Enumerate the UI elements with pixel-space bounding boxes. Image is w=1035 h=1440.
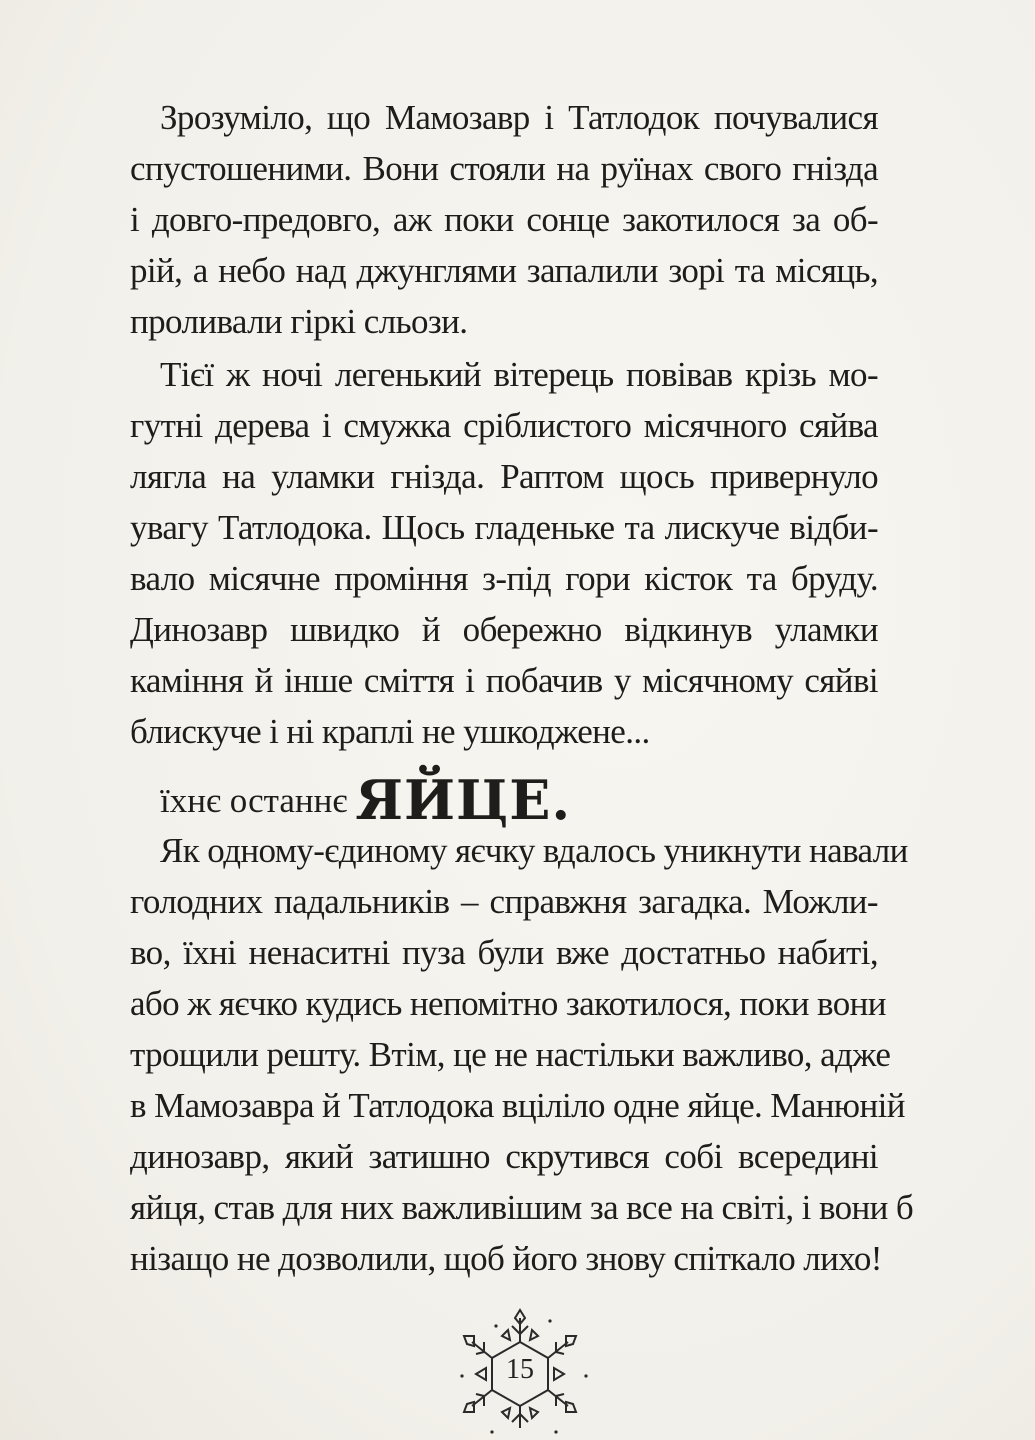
text-line: увагу Татлодока. Щось гладеньке та лискуче відби-: [130, 508, 878, 547]
text-line: нізащо не дозволили, щоб його знову спіткало лихо!: [130, 1239, 882, 1278]
paragraph-2: [130, 349, 878, 757]
text-line: і довго-предовго, аж поки сонце закотилося за об-: [130, 200, 878, 239]
emphasis-big-word: ЯЙЦЕ.: [355, 768, 572, 832]
text-line: спустошеними. Вони стояли на руїнах свого гнізда: [130, 149, 878, 188]
text-line: Як одному-єдиному яєчку вдалось уникнути навали: [160, 831, 908, 870]
emphasis-line: [130, 753, 878, 832]
paragraph-1: [130, 92, 878, 347]
text-line: Динозавр швидко й обережно відкинув уламки: [130, 610, 878, 649]
page-text: [130, 92, 914, 1284]
text-line: Зрозуміло, що Мамозавр і Татлодок почувалися: [160, 98, 878, 137]
text-line: рій, а небо над джунглями запалили зорі та місяць,: [130, 251, 878, 290]
text-line: гутні дерева і смужка сріблистого місячного сяйва: [130, 406, 878, 445]
text-line: вало місячне проміння з-під гори кісток та бруду.: [130, 559, 878, 598]
text-line: проливали гіркі сльози.: [130, 302, 468, 341]
text-line: трощили решту. Втім, це не настільки важливо, адже: [130, 1035, 891, 1074]
text-line: каміння й інше сміття і побачив у місячному сяйві: [130, 661, 878, 700]
text-line: блискуче і ні краплі не ушкоджене...: [130, 712, 650, 751]
text-line: лягла на уламки гнізда. Раптом щось привернуло: [130, 457, 878, 496]
text-line: в Мамозавра й Татлодока вціліло одне яйце. Манюній: [130, 1086, 905, 1125]
emphasis-prefix: їхнє останнє: [160, 781, 348, 820]
text-line: во, їхні ненаситні пуза були вже достатньо набиті,: [130, 933, 878, 972]
text-line: динозавр, який затишно скрутився собі всередині: [130, 1137, 878, 1176]
page-footer: [440, 1306, 600, 1434]
text-line: або ж яєчко кудись непомітно закотилося, поки вони: [130, 984, 886, 1023]
page-number: 15: [506, 1354, 534, 1385]
text-line: яйця, став для них важливішим за все на світі, і вони б: [130, 1188, 914, 1227]
text-line: Тієї ж ночі легенький вітерець повівав крізь мо-: [160, 355, 878, 394]
text-line: голодних падальників – справжня загадка. Можли-: [130, 882, 878, 921]
paragraph-3: [130, 825, 914, 1284]
